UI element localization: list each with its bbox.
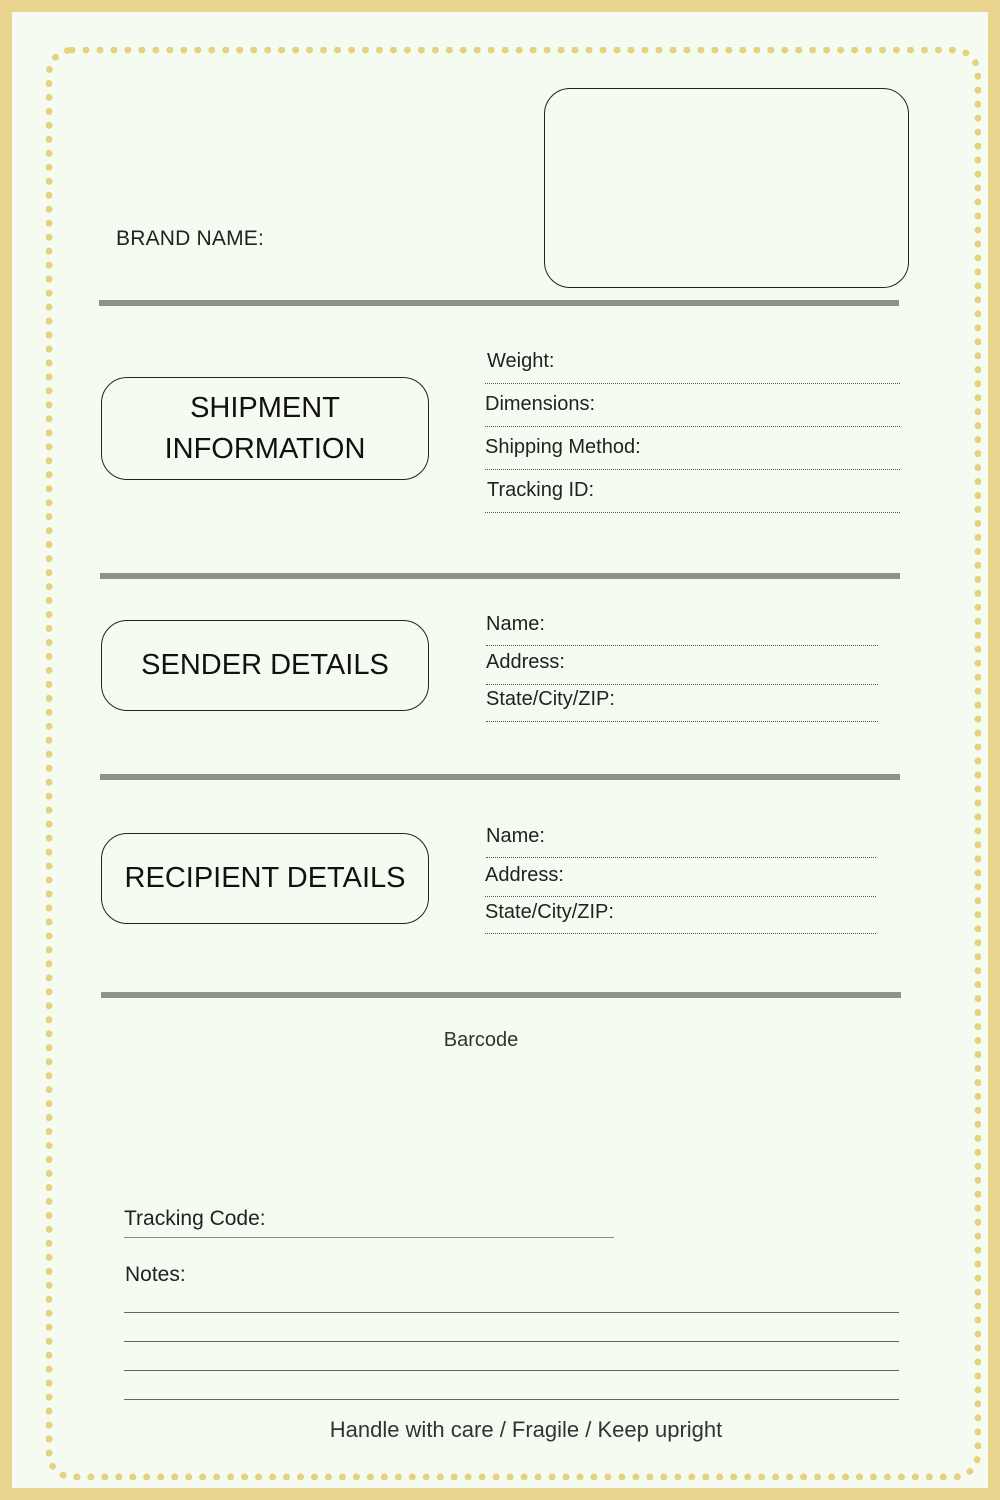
brand-name-label: BRAND NAME: bbox=[116, 227, 265, 250]
divider-4 bbox=[101, 992, 901, 998]
notes-line-2 bbox=[124, 1341, 899, 1342]
shipment-title-line2: INFORMATION bbox=[164, 432, 366, 465]
handling-instructions: Handle with care / Fragile / Keep upright bbox=[329, 1417, 723, 1442]
weight-field: Weight: bbox=[485, 348, 900, 384]
divider-3 bbox=[100, 774, 900, 780]
shipping-method-field: Shipping Method: bbox=[485, 434, 900, 470]
sender-state-city-zip-field: State/City/ZIP: bbox=[486, 686, 878, 722]
shipping-label-sheet bbox=[12, 12, 988, 1488]
recipient-address-field: Address: bbox=[485, 862, 876, 897]
dimensions-field: Dimensions: bbox=[485, 391, 900, 427]
logo-box bbox=[544, 88, 909, 288]
notes-label: Notes: bbox=[125, 1263, 186, 1286]
sender-address-field: Address: bbox=[486, 649, 878, 685]
divider-2 bbox=[100, 573, 900, 579]
recipient-state-city-zip-field: State/City/ZIP: bbox=[485, 899, 876, 934]
sender-name-field: Name: bbox=[486, 611, 878, 646]
notes-line-4 bbox=[124, 1399, 899, 1400]
notes-line-1 bbox=[124, 1312, 899, 1313]
notes-line-3 bbox=[124, 1370, 899, 1371]
divider-1 bbox=[99, 300, 899, 306]
recipient-title-text: RECIPIENT DETAILS bbox=[124, 862, 406, 894]
recipient-name-field: Name: bbox=[486, 823, 876, 858]
tracking-code-field: Tracking Code: bbox=[124, 1207, 614, 1238]
shipment-title-line1: SHIPMENT bbox=[190, 391, 340, 424]
sender-title-text: SENDER DETAILS bbox=[141, 649, 389, 681]
recipient-details-title bbox=[101, 833, 429, 924]
sender-details-title bbox=[101, 620, 429, 711]
tracking-id-field: Tracking ID: bbox=[485, 477, 900, 513]
barcode-label: Barcode bbox=[443, 1029, 519, 1051]
shipment-information-title bbox=[101, 377, 429, 480]
